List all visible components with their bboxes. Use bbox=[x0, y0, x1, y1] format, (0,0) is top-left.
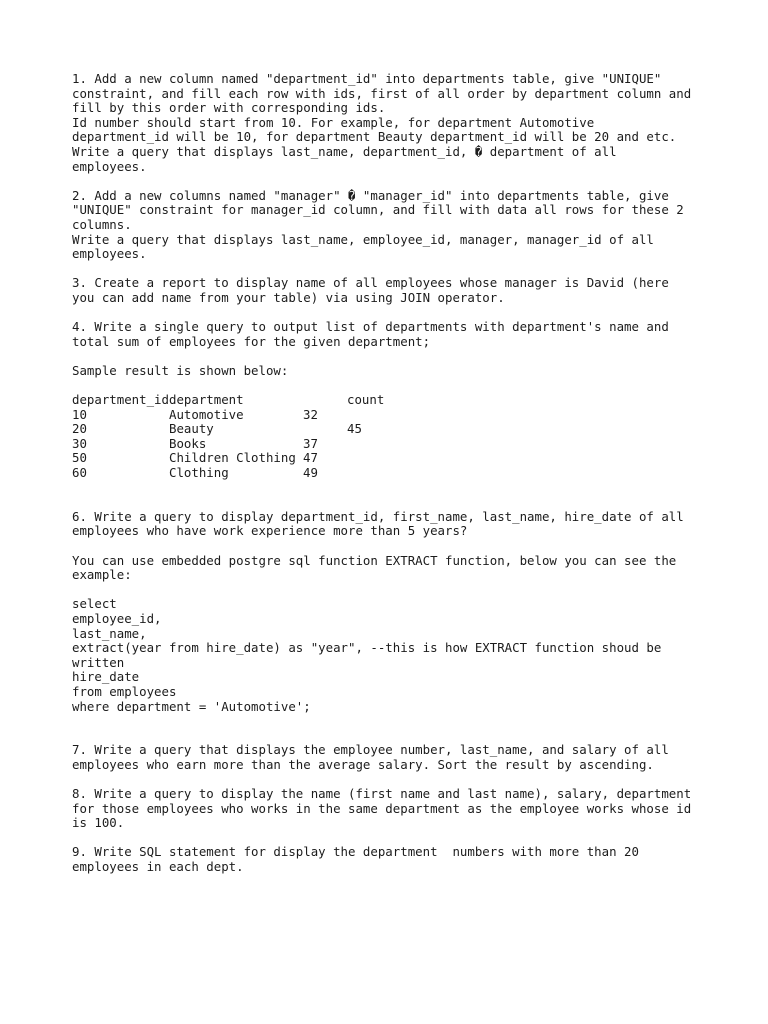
code-line: from employees bbox=[72, 683, 177, 699]
spacer bbox=[72, 349, 712, 364]
spacer bbox=[72, 583, 712, 598]
sample-caption: Sample result is shown below: bbox=[72, 362, 289, 378]
table-cell bbox=[347, 451, 407, 466]
task-1-line: fill by this order with corresponding ids. bbox=[72, 100, 386, 116]
task-7-line: 7. Write a query that displays the employee number, last_name, and salary of all bbox=[72, 742, 669, 758]
task-2-line: employees. bbox=[72, 246, 147, 262]
code-line: last_name, bbox=[72, 625, 147, 641]
table-cell: Books bbox=[168, 435, 207, 451]
task-1-line: employees. bbox=[72, 158, 147, 174]
task-4-line: total sum of employees for the given department; bbox=[72, 333, 431, 349]
spacer bbox=[72, 539, 712, 554]
task-8-line: is 100. bbox=[72, 815, 125, 831]
table-cell: 45 bbox=[346, 421, 362, 437]
code-line: where department = 'Automotive'; bbox=[72, 698, 311, 714]
spacer bbox=[72, 378, 712, 393]
spacer bbox=[72, 481, 712, 510]
table-cell: 10 bbox=[72, 406, 87, 422]
task-4-paragraph bbox=[72, 320, 712, 349]
table-header-row bbox=[72, 393, 407, 408]
spacer bbox=[72, 174, 712, 189]
task-1-line: department_id will be 10, for department Beauty department_id will be 20 and etc. bbox=[72, 129, 677, 145]
code-line: employee_id, bbox=[72, 610, 162, 626]
task-7-paragraph bbox=[72, 743, 712, 772]
column-header: department_id bbox=[72, 392, 169, 408]
task-3-paragraph bbox=[72, 276, 712, 305]
task-7-line: employees who earn more than the average salary. Sort the result by ascending. bbox=[72, 756, 654, 772]
task-1-line: 1. Add a new column named "department_id" into departments table, give "UNIQUE" bbox=[72, 71, 662, 86]
document-page bbox=[72, 72, 712, 875]
table-cell bbox=[347, 437, 407, 452]
table-row bbox=[72, 422, 407, 437]
table-row bbox=[72, 437, 407, 452]
task-6-line: 6. Write a query to display department_id, first_name, last_name, hire_date of all bbox=[72, 508, 684, 524]
task-6-note bbox=[72, 554, 712, 583]
code-example bbox=[72, 597, 712, 714]
table-row bbox=[72, 451, 407, 466]
code-line: select bbox=[72, 596, 117, 612]
task-2-line: Write a query that displays last_name, employee_id, manager, manager_id of all bbox=[72, 231, 654, 247]
table-cell: Beauty bbox=[168, 421, 214, 437]
task-1-paragraph bbox=[72, 72, 712, 174]
task-8-line: 8. Write a query to display the name (first name and last name), salary, department bbox=[72, 786, 692, 802]
spacer bbox=[72, 714, 712, 743]
table-row bbox=[72, 408, 407, 423]
column-header: count bbox=[346, 392, 385, 408]
table-cell: 37 bbox=[302, 435, 318, 451]
table-cell: 50 bbox=[72, 450, 87, 466]
task-6-line: employees who have work experience more than 5 years? bbox=[72, 523, 468, 539]
table-cell: Clothing bbox=[168, 465, 229, 481]
table-cell: 30 bbox=[72, 435, 87, 451]
task-2-paragraph bbox=[72, 189, 712, 262]
table-cell: 47 bbox=[302, 450, 318, 466]
table-cell bbox=[347, 466, 407, 481]
spacer bbox=[72, 262, 712, 277]
task-9-line: 9. Write SQL statement for display the department numbers with more than 20 bbox=[72, 844, 639, 860]
table-cell: 49 bbox=[302, 465, 318, 481]
task-2-line: 2. Add a new columns named "manager" � "manager_id" into departments table, give bbox=[72, 187, 669, 203]
code-line: hire_date bbox=[72, 669, 140, 685]
task-4-line: 4. Write a single query to output list of departments with department's name and bbox=[72, 319, 669, 335]
task-6-note-line: You can use embedded postgre sql function EXTRACT function, below you can see the bbox=[72, 552, 677, 568]
sample-result-table bbox=[72, 393, 407, 481]
column-header: department bbox=[168, 392, 244, 408]
task-6-note-line: example: bbox=[72, 567, 132, 583]
spacer bbox=[72, 773, 712, 788]
table-cell bbox=[347, 408, 407, 423]
table-cell: 20 bbox=[72, 421, 87, 437]
table-cell: 32 bbox=[302, 406, 318, 422]
task-2-line: columns. bbox=[72, 216, 132, 232]
task-1-line: Write a query that displays last_name, department_id, � department of all bbox=[72, 143, 617, 159]
spacer bbox=[72, 831, 712, 846]
table-cell: Automotive bbox=[168, 406, 244, 422]
column-header-spacer bbox=[303, 393, 347, 408]
code-line: extract(year from hire_date) as "year", --this is how EXTRACT function shoud be bbox=[72, 640, 662, 656]
task-8-line: for those employees who works in the same department as the employee works whose id bbox=[72, 800, 692, 816]
task-6-paragraph bbox=[72, 510, 712, 539]
task-9-paragraph bbox=[72, 845, 712, 874]
spacer bbox=[72, 306, 712, 321]
task-2-line: "UNIQUE" constraint for manager_id column, and fill with data all rows for these 2 bbox=[72, 202, 684, 218]
table-row bbox=[72, 466, 407, 481]
task-8-paragraph bbox=[72, 787, 712, 831]
table-cell: 60 bbox=[72, 465, 87, 481]
task-3-line: 3. Create a report to display name of all employees whose manager is David (here bbox=[72, 275, 669, 291]
task-9-line: employees in each dept. bbox=[72, 859, 244, 875]
table-cell bbox=[303, 422, 347, 437]
task-1-line: constraint, and fill each row with ids, first of all order by department column and bbox=[72, 85, 692, 101]
code-line: written bbox=[72, 654, 125, 670]
table-cell: Children Clothing bbox=[168, 450, 296, 466]
task-3-line: you can add name from your table) via using JOIN operator. bbox=[72, 289, 505, 305]
task-1-line: Id number should start from 10. For example, for department Automotive bbox=[72, 114, 595, 130]
